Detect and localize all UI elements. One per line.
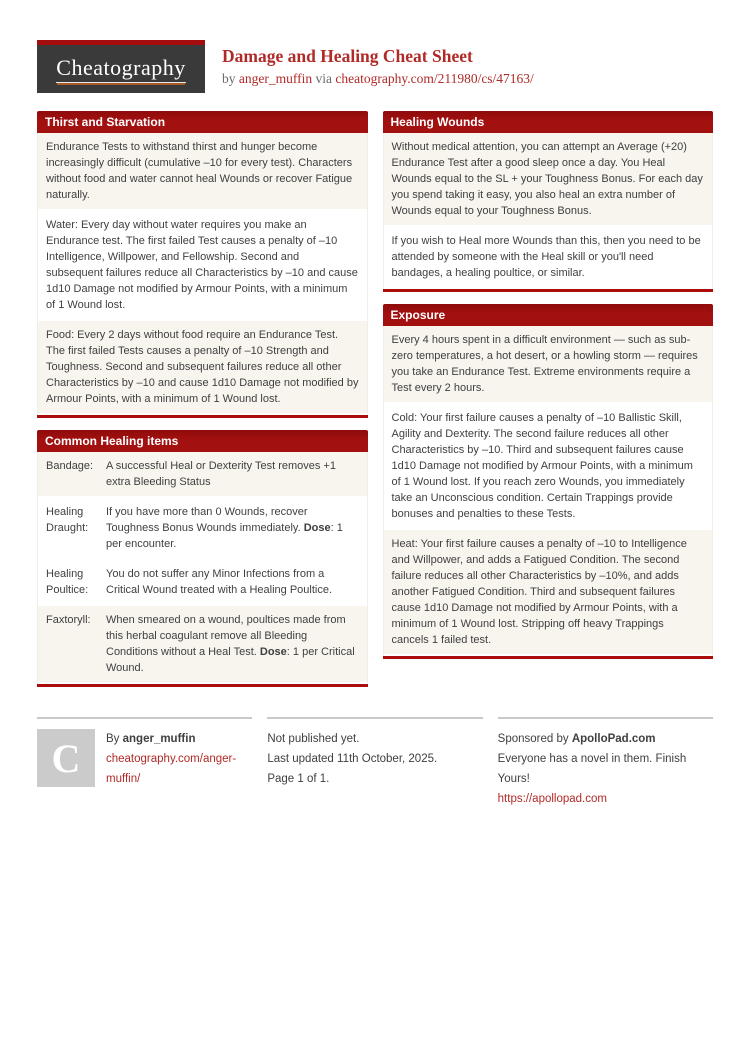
table-row	[38, 452, 367, 498]
sponsor-link[interactable]: https://apollopad.com	[497, 793, 607, 805]
author-byline	[106, 729, 252, 749]
author-name: anger_muffin	[122, 733, 196, 745]
table-row	[38, 498, 367, 560]
section-body-thirst	[37, 133, 368, 415]
dose-text: : 1 per encounter.	[106, 522, 343, 550]
item-description	[106, 504, 359, 552]
section-body-healing-wounds	[383, 133, 714, 289]
paragraph: Every 4 hours spent in a difficult environment — such as sub-zero temperatures, a hot desert, or a howling storm — requires you take an Endurance Test. Extreme environments require a Test every 2 hours.	[384, 326, 713, 404]
sponsor-byline	[498, 729, 713, 749]
section-header-healing-items: Common Healing items	[37, 430, 368, 452]
paragraph: Heat: Your first failure causes a penalty of –10 to Intelligence and Willpower, and adds a Fatigued Condition. The second failure reduces all other Characteristics by –10%, and adds another Fatigued Condition. Third and subsequent failures cause 1d10 Damage not modified by Armour Points, with a minimum of 1 Wound lost. Stripping off heavy Trappings cancels 1 failed test.	[384, 530, 713, 656]
left-column	[37, 111, 368, 699]
footer-sponsor-column	[498, 717, 713, 809]
paragraph: Food: Every 2 days without food require an Endurance Test. The first failed Tests causes a penalty of –10 Strength and Toughness. Second and subsequent failures reduce all other Characteristics by –10 and cause 1d10 Damage not modified by Armour Points, with a minimum of 1 Wound lost.	[38, 321, 367, 415]
item-term: Bandage:	[46, 460, 94, 472]
right-column	[383, 111, 714, 671]
byline	[222, 71, 534, 87]
dose-text: : 1 per Critical Wound.	[106, 646, 355, 674]
footer-meta-column	[267, 717, 482, 809]
sponsor-label: Sponsored by	[497, 733, 572, 745]
author-profile	[37, 729, 252, 789]
footer-author-column	[37, 717, 252, 809]
item-description	[106, 612, 359, 676]
paragraph: Cold: Your first failure causes a penalty of –10 Ballistic Skill, Agility and Dexterity. The second failure reduces all other Characteristics by –10. Third and subsequent failures cause 1d10 Damage not modified by Armour Points, with a minimum of 1 Wound lost. If you reach zero Wounds, you immediately take an Unconscious condition. Certain Trappings provide bonuses and penalties to these Tests.	[384, 404, 713, 530]
section-common-healing-items	[37, 430, 368, 687]
author-link[interactable]: anger_muffin	[238, 70, 313, 86]
author-profile-link[interactable]: cheatography.com/anger-muffin/	[106, 753, 237, 785]
section-header-healing-wounds: Healing Wounds	[383, 111, 714, 133]
table-row	[38, 606, 367, 684]
title-block	[222, 40, 534, 87]
table-row	[38, 560, 367, 606]
byline-by-label: by	[222, 70, 236, 86]
section-body-exposure	[383, 326, 714, 656]
cheatography-logo[interactable]	[37, 40, 205, 93]
section-healing-wounds	[383, 111, 714, 292]
avatar[interactable]: C	[37, 729, 95, 787]
item-desc-text: If you have more than 0 Wounds, recover Toughness Bonus Wounds immediately.	[106, 506, 308, 534]
item-term: Healing Draught:	[46, 506, 89, 534]
item-desc-text: A successful Heal or Dexterity Test removes +1 extra Bleeding Status	[106, 460, 336, 488]
sheet-url-link[interactable]: cheatography.com/211980/cs/47163/	[335, 70, 534, 86]
paragraph: If you wish to Heal more Wounds than this, then you need to be attended by someone with the Heal skill or you'll need bandages, a healing poultice, or similar.	[384, 227, 713, 289]
item-description	[106, 458, 359, 490]
content-columns	[37, 111, 713, 699]
page-footer	[37, 717, 713, 809]
item-description	[106, 566, 359, 598]
section-header-exposure: Exposure	[383, 304, 714, 326]
dose-label: Dose	[259, 646, 287, 658]
sponsor-name: ApolloPad.com	[571, 733, 656, 745]
item-term: Healing Poultice:	[46, 568, 89, 596]
byline-via-label: via	[315, 70, 332, 86]
author-info	[106, 729, 252, 789]
paragraph: Water: Every day without water requires you make an Endurance test. The first failed Test causes a penalty of –10 Intelligence, Willpower, and Fellowship. Second and subsequent failures reduce all Characteristics by –10 and cause 1d10 Damage not modified by Armour Points, with a minimum of 1 Wound lost.	[38, 211, 367, 321]
section-thirst-and-starvation	[37, 111, 368, 418]
item-desc-text: When smeared on a wound, poultices made from this herbal coagulant remove all Bleeding Conditions without a Heal Test.	[106, 614, 346, 658]
item-desc-text: You do not suffer any Minor Infections from a Critical Wound treated with a Healing Poultice.	[106, 568, 333, 596]
item-term: Faxtoryll:	[46, 614, 91, 626]
paragraph: Endurance Tests to withstand thirst and hunger become increasingly difficult (cumulative –10 for every test). Characters without food and water cannot heal Wounds or recover Fatigue naturally.	[38, 133, 367, 211]
page-header	[37, 40, 713, 93]
paragraph: Without medical attention, you can attempt an Average (+20) Endurance Test after a good sleep once a day. You Heal Wounds equal to the SL + your Toughness Bonus. For each day you spend taking it easy, you also heal an extra number of Wounds equal to your Toughness Bonus.	[384, 133, 713, 227]
dose-label: Dose	[303, 522, 331, 534]
publish-status: Not published yet.	[267, 733, 360, 745]
last-updated: Last updated 11th October, 2025.	[267, 753, 438, 765]
page-title: Damage and Healing Cheat Sheet	[222, 46, 473, 66]
sponsor-tagline: Everyone has a novel in them. Finish Yours!	[497, 753, 687, 785]
section-body-healing-items	[37, 452, 368, 684]
section-header-thirst: Thirst and Starvation	[37, 111, 368, 133]
section-exposure	[383, 304, 714, 659]
by-label: By	[106, 733, 123, 745]
page-count: Page 1 of 1.	[267, 773, 330, 785]
cheatography-logo-text: Cheatography	[56, 55, 185, 83]
